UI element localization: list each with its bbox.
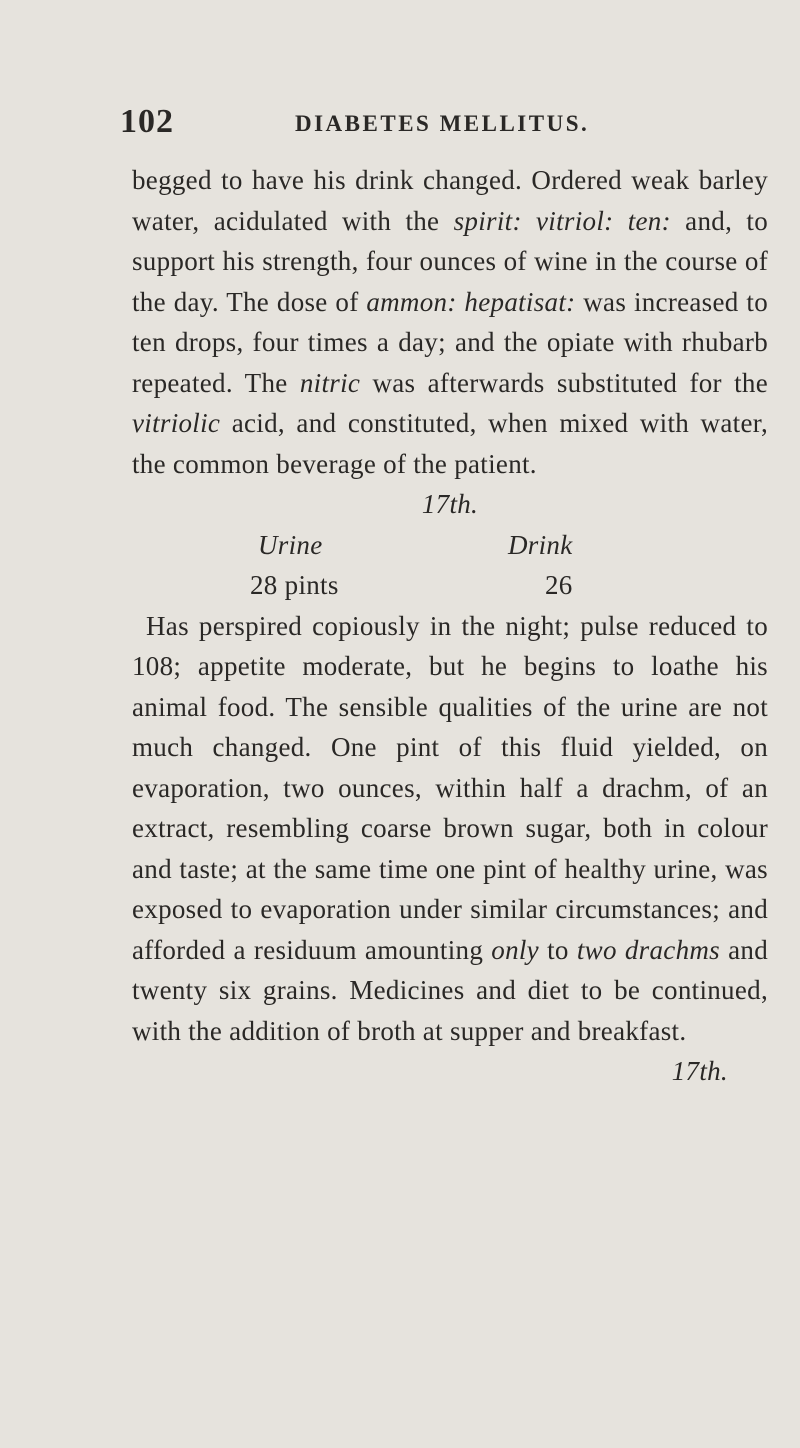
paragraph-drink-changed: begged to have his drink changed. Ordered weak barley water, acidulated with the spirit: vitriol: ten: and, to support his strength, four ounces of wine in the course of the day. The dose of ammon: hepatisat: was increased to ten drops, four times a day; and the opiate with rhubarb repeated. The nitric was afterwards substituted for the vitriolic acid, and constituted, when mixed with water, the common beverage of the patient.: [132, 165, 769, 479]
urine-label: Urine: [258, 529, 323, 560]
entry-date-heading: 17th.: [421, 489, 479, 519]
drink-label: Drink: [508, 529, 573, 560]
measure-labels-row: [132, 525, 768, 566]
next-entry-date: 17th.: [671, 1056, 728, 1086]
paragraph-perspired: Has perspired copiously in the night; pulse reduced to 108; appetite moderate, but he begins to loathe his animal food. The sensible qualities of the urine are not much changed. One pint of this fluid yielded, on evaporation, two ounces, within half a drachm, of an extract, resembling coarse brown sugar, both in colour and taste; at the same time one pint of healthy urine, was exposed to evaporation under similar circumstances; and afforded a residuum amounting only to two drachms and twenty six grains. Medicines and diet to be continued, with the addition of broth at supper and breakfast.: [132, 610, 769, 1046]
drink-value: 26: [545, 570, 573, 600]
page-header: [120, 103, 760, 143]
measure-values-row: [132, 565, 768, 606]
running-head: DIABETES MELLITUS.: [295, 111, 590, 136]
urine-value: 28 pints: [250, 570, 339, 600]
body-text: [132, 160, 768, 1092]
page-number: 102: [120, 103, 174, 140]
